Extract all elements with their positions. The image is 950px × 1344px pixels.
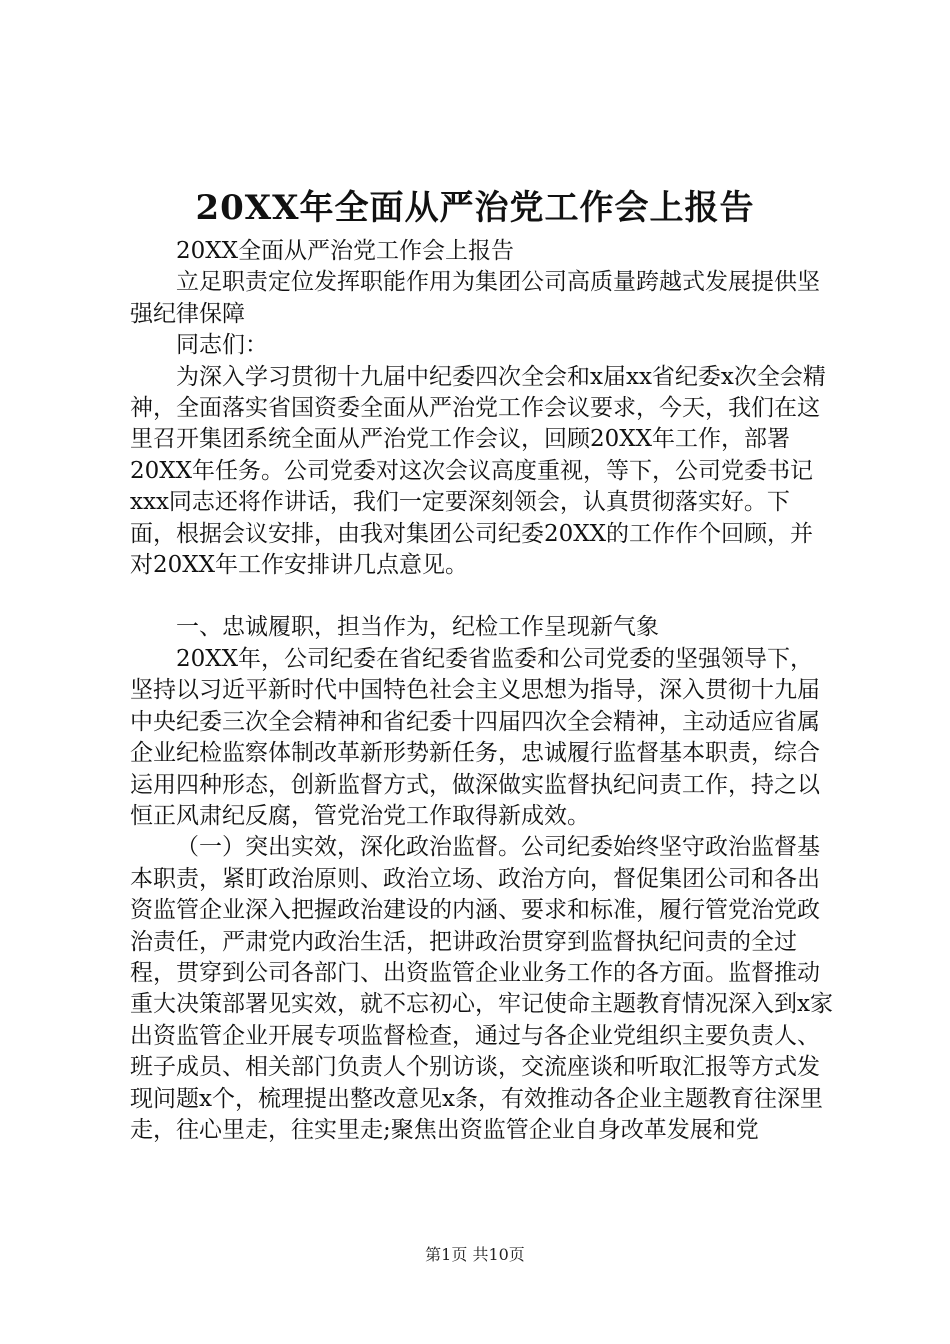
paragraph-intro: 为深入学习贯彻十九届中纪委四次全会和x届xx省纪委x次全会精神，全面落实省国资委全面从严治党工作会议要求，今天，我们在这里召开集团系统全面从严治党工作会议，回顾20XX年工作，部署20XX年任务。公司党委对这次会议高度重视，等下，公司党委书记xxx同志还将作讲话，我们一定要深刻领会，认真贯彻落实好。下面，根据会议安排，由我对集团公司纪委20XX的工作作个回顾，并对20XX年工作安排讲几点意见。	[130, 363, 826, 579]
salutation: 同志们：	[176, 332, 268, 359]
document-body	[130, 236, 835, 1146]
paragraph-spacer	[130, 581, 835, 612]
subtitle-line: 20XX全面从严治党工作会上报告	[176, 238, 515, 264]
document-title: 20XX年全面从严治党工作会上报告	[195, 188, 755, 228]
section-heading: 一、忠诚履职，担当作为，纪检工作呈现新气象	[176, 614, 659, 641]
report-heading: 立足职责定位发挥职能作用为集团公司高质量跨越式发展提供坚强纪律保障	[130, 269, 820, 327]
paragraph-political-supervision: （一）突出实效，深化政治监督。公司纪委始终坚守政治监督基本职责，紧盯政治原则、政治立场、政治方向，督促集团公司和各出资监管企业深入把握政治建设的内涵、要求和标准，履行管党治党政治责任，严肃党内政治生活，把讲政治贯穿到监督执纪问责的全过程，贯穿到公司各部门、出资监管企业业务工作的各方面。监督推动重大决策部署见实效，就不忘初心，牢记使命主题教育情况深入到x家出资监管企业开展专项监督检查，通过与各企业党组织主要负责人、班子成员、相关部门负责人个别访谈，交流座谈和听取汇报等方式发现问题x个，梳理提出整改意见x条，有效推动各企业主题教育往深里走，往心里走，往实里走;聚焦出资监管企业自身改革发展和党	[130, 834, 833, 1143]
paragraph-summary: 20XX年，公司纪委在省纪委省监委和公司党委的坚强领导下，坚持以习近平新时代中国特色社会主义思想为指导，深入贯彻十九届中央纪委三次全会精神和省纪委十四届四次全会精神，主动适应省属企业纪检监察体制改革新形势新任务，忠诚履行监督基本职责，综合运用四种形态，创新监督方式，做深做实监督执纪问责工作，持之以恒正风肃纪反腐，管党治党工作取得新成效。	[130, 645, 820, 829]
page-number-footer: 第1页 共10页	[425, 1245, 525, 1264]
